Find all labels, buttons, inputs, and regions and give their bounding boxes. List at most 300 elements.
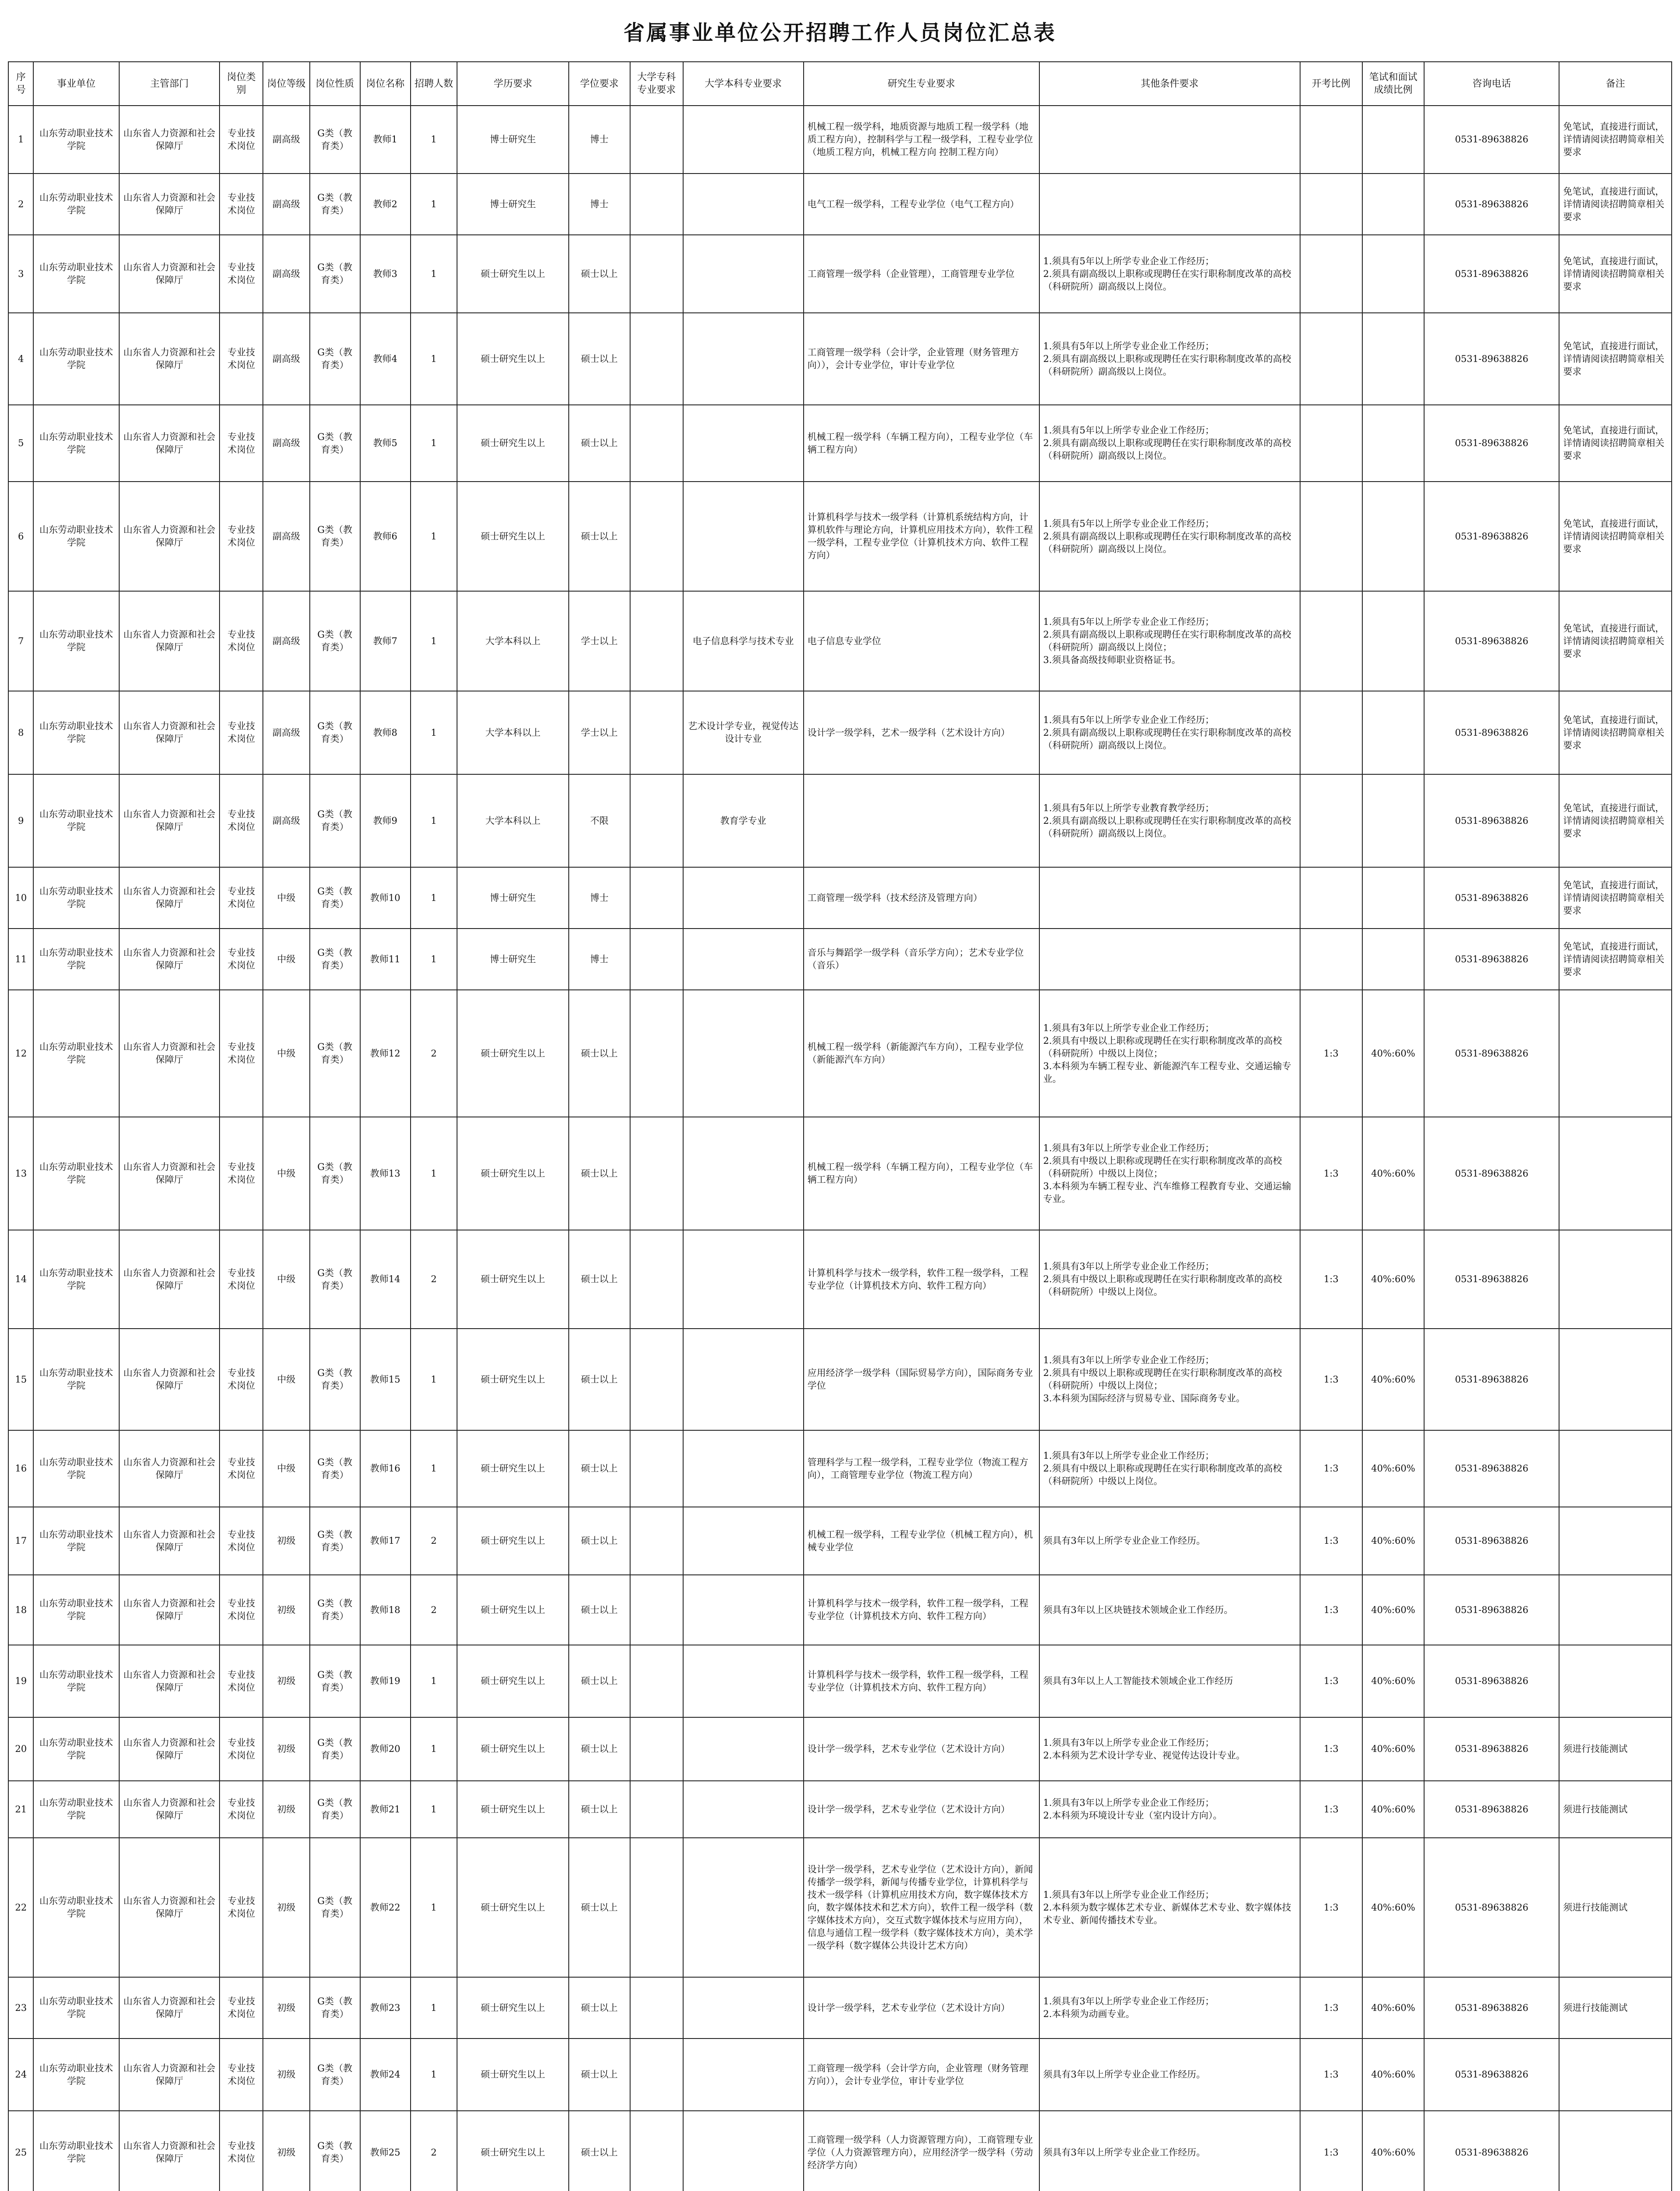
table-cell: 1 xyxy=(411,691,457,774)
table-cell: 山东劳动职业技术学院 xyxy=(33,1117,119,1230)
table-cell: 山东省人力资源和社会保障厅 xyxy=(119,1977,220,2039)
table-cell xyxy=(1559,2111,1672,2191)
table-cell: 副高级 xyxy=(263,106,310,174)
column-header: 事业单位 xyxy=(33,62,119,106)
table-cell: 1 xyxy=(411,174,457,235)
table-cell: 40%:60% xyxy=(1362,1507,1425,1575)
table-cell: 机械工程一级学科（车辆工程方向），工程专业学位（车辆工程方向） xyxy=(804,405,1039,482)
table-cell: 免笔试，直接进行面试，详情请阅读招聘简章相关要求 xyxy=(1559,405,1672,482)
table-cell: 须具有3年以上所学专业企业工作经历。 xyxy=(1039,2111,1300,2191)
table-cell: 1:3 xyxy=(1300,1507,1362,1575)
table-cell xyxy=(1300,482,1362,591)
table-cell: 40%:60% xyxy=(1362,1838,1425,1977)
table-cell: 1.须具有3年以上所学专业企业工作经历； 2.本科须为环境设计专业（室内设计方向）。 xyxy=(1039,1781,1300,1838)
table-cell: 山东省人力资源和社会保障厅 xyxy=(119,1838,220,1977)
table-cell: 中级 xyxy=(263,929,310,990)
table-cell: 山东省人力资源和社会保障厅 xyxy=(119,235,220,313)
table-cell: 电子信息科学与技术专业 xyxy=(683,591,804,691)
table-cell: 硕士研究生以上 xyxy=(457,1717,569,1781)
table-cell xyxy=(1559,1645,1672,1717)
table-cell: 0531-89638826 xyxy=(1424,1329,1559,1430)
table-cell: 音乐与舞蹈学一级学科（音乐学方向）；艺术专业学位（音乐） xyxy=(804,929,1039,990)
table-cell: 0531-89638826 xyxy=(1424,235,1559,313)
table-cell: G类（教育类） xyxy=(310,405,360,482)
table-cell: 硕士研究生以上 xyxy=(457,2039,569,2111)
table-cell: 教师4 xyxy=(360,313,411,405)
table-cell: 电气工程一级学科，工程专业学位（电气工程方向） xyxy=(804,174,1039,235)
column-header: 岗位性质 xyxy=(310,62,360,106)
table-cell xyxy=(1362,591,1425,691)
table-cell xyxy=(683,867,804,929)
table-cell: 1 xyxy=(411,929,457,990)
table-cell xyxy=(1300,106,1362,174)
table-cell: 计算机科学与技术一级学科，软件工程一级学科，工程专业学位（计算机技术方向、软件工程方向） xyxy=(804,1645,1039,1717)
table-cell: 教师9 xyxy=(360,774,411,867)
table-cell: 硕士研究生以上 xyxy=(457,1430,569,1507)
table-cell: 1 xyxy=(411,1117,457,1230)
table-cell: 专业技术岗位 xyxy=(220,1329,263,1430)
table-cell: 10 xyxy=(8,867,33,929)
table-cell xyxy=(630,1117,683,1230)
table-cell: 专业技术岗位 xyxy=(220,1838,263,1977)
table-cell: 21 xyxy=(8,1781,33,1838)
table-cell: 山东劳动职业技术学院 xyxy=(33,482,119,591)
table-row xyxy=(8,1230,1672,1329)
table-cell: 山东省人力资源和社会保障厅 xyxy=(119,1507,220,1575)
table-cell: 硕士研究生以上 xyxy=(457,405,569,482)
table-cell: 山东省人力资源和社会保障厅 xyxy=(119,1230,220,1329)
table-cell: 硕士研究生以上 xyxy=(457,1838,569,1977)
table-cell: 初级 xyxy=(263,1781,310,1838)
table-cell xyxy=(683,1977,804,2039)
table-cell: 40%:60% xyxy=(1362,2039,1425,2111)
table-row xyxy=(8,1977,1672,2039)
table-cell: 硕士研究生以上 xyxy=(457,1507,569,1575)
table-cell xyxy=(630,1329,683,1430)
table-cell: 设计学一级学科，艺术专业学位（艺术设计方向） xyxy=(804,1977,1039,2039)
table-cell: 专业技术岗位 xyxy=(220,1575,263,1645)
table-cell: 1 xyxy=(411,867,457,929)
table-cell: 40%:60% xyxy=(1362,1329,1425,1430)
table-cell: 7 xyxy=(8,591,33,691)
table-cell: 硕士以上 xyxy=(569,482,630,591)
table-cell: 2 xyxy=(8,174,33,235)
table-cell: 2 xyxy=(411,2111,457,2191)
table-cell: 工商管理一级学科（人力资源管理方向），工商管理专业学位（人力资源管理方向），应用经济学一级学科（劳动经济学方向） xyxy=(804,2111,1039,2191)
table-cell: 免笔试，直接进行面试，详情请阅读招聘简章相关要求 xyxy=(1559,591,1672,691)
table-cell: 专业技术岗位 xyxy=(220,867,263,929)
table-cell: 山东省人力资源和社会保障厅 xyxy=(119,1645,220,1717)
table-cell: 0531-89638826 xyxy=(1424,591,1559,691)
table-cell xyxy=(1559,1117,1672,1230)
table-cell xyxy=(683,405,804,482)
table-cell: 山东劳动职业技术学院 xyxy=(33,106,119,174)
table-cell xyxy=(683,1838,804,1977)
table-cell: G类（教育类） xyxy=(310,691,360,774)
table-cell xyxy=(630,2039,683,2111)
table-cell: 硕士以上 xyxy=(569,1230,630,1329)
table-cell: 专业技术岗位 xyxy=(220,774,263,867)
table-cell: 教师17 xyxy=(360,1507,411,1575)
table-cell: 12 xyxy=(8,990,33,1117)
table-cell: 6 xyxy=(8,482,33,591)
table-cell: 1:3 xyxy=(1300,1781,1362,1838)
table-cell xyxy=(1362,106,1425,174)
table-cell: 0531-89638826 xyxy=(1424,990,1559,1117)
table-cell: 工商管理一级学科（技术经济及管理方向） xyxy=(804,867,1039,929)
table-cell: 1 xyxy=(411,235,457,313)
table-row xyxy=(8,990,1672,1117)
table-cell: 山东省人力资源和社会保障厅 xyxy=(119,1329,220,1430)
table-cell xyxy=(630,106,683,174)
table-cell xyxy=(1362,235,1425,313)
table-cell: 硕士以上 xyxy=(569,235,630,313)
table-cell: 须进行技能测试 xyxy=(1559,1781,1672,1838)
table-cell xyxy=(1362,774,1425,867)
table-cell: 山东劳动职业技术学院 xyxy=(33,1645,119,1717)
table-cell xyxy=(1039,106,1300,174)
table-cell: 免笔试，直接进行面试，详情请阅读招聘简章相关要求 xyxy=(1559,235,1672,313)
table-row xyxy=(8,1717,1672,1781)
table-cell xyxy=(1559,990,1672,1117)
table-cell: 1:3 xyxy=(1300,1977,1362,2039)
table-cell xyxy=(683,174,804,235)
table-cell: 电子信息专业学位 xyxy=(804,591,1039,691)
table-cell: 硕士以上 xyxy=(569,1977,630,2039)
table-cell: 大学本科以上 xyxy=(457,591,569,691)
table-cell xyxy=(683,2039,804,2111)
table-cell: 须具有3年以上所学专业企业工作经历。 xyxy=(1039,1507,1300,1575)
table-cell: 教师12 xyxy=(360,990,411,1117)
table-cell: 40%:60% xyxy=(1362,2111,1425,2191)
recruitment-table-container xyxy=(8,61,1672,2191)
table-cell: 教师2 xyxy=(360,174,411,235)
table-cell: 山东劳动职业技术学院 xyxy=(33,691,119,774)
column-header: 笔试和面试成绩比例 xyxy=(1362,62,1425,106)
table-cell xyxy=(630,774,683,867)
column-header: 开考比例 xyxy=(1300,62,1362,106)
table-cell: 专业技术岗位 xyxy=(220,1230,263,1329)
table-cell: 山东省人力资源和社会保障厅 xyxy=(119,405,220,482)
table-cell: 副高级 xyxy=(263,405,310,482)
table-cell: 24 xyxy=(8,2039,33,2111)
table-row xyxy=(8,929,1672,990)
table-cell xyxy=(630,867,683,929)
table-cell: 大学本科以上 xyxy=(457,774,569,867)
table-cell xyxy=(683,1507,804,1575)
table-row xyxy=(8,174,1672,235)
table-cell xyxy=(683,235,804,313)
table-cell: 1 xyxy=(411,591,457,691)
column-header: 主管部门 xyxy=(119,62,220,106)
table-cell xyxy=(630,2111,683,2191)
table-cell: 1.须具有3年以上所学专业企业工作经历； 2.本科须为动画专业。 xyxy=(1039,1977,1300,2039)
table-header-row xyxy=(8,62,1672,106)
table-cell: 山东省人力资源和社会保障厅 xyxy=(119,2039,220,2111)
table-cell: 初级 xyxy=(263,2111,310,2191)
table-cell: 1:3 xyxy=(1300,1430,1362,1507)
table-cell: 免笔试，直接进行面试，详情请阅读招聘简章相关要求 xyxy=(1559,174,1672,235)
table-cell: 5 xyxy=(8,405,33,482)
table-cell xyxy=(630,405,683,482)
table-cell: 中级 xyxy=(263,1329,310,1430)
table-cell: 须具有3年以上人工智能技术领域企业工作经历 xyxy=(1039,1645,1300,1717)
table-cell xyxy=(1559,1575,1672,1645)
table-cell: 山东劳动职业技术学院 xyxy=(33,1507,119,1575)
table-cell: G类（教育类） xyxy=(310,929,360,990)
table-cell: 山东省人力资源和社会保障厅 xyxy=(119,174,220,235)
table-cell: 22 xyxy=(8,1838,33,1977)
table-cell: 1 xyxy=(411,2039,457,2111)
table-cell: 40%:60% xyxy=(1362,1575,1425,1645)
table-cell: 免笔试，直接进行面试，详情请阅读招聘简章相关要求 xyxy=(1559,867,1672,929)
table-cell: 教师5 xyxy=(360,405,411,482)
table-cell: 硕士研究生以上 xyxy=(457,482,569,591)
table-cell: 教师13 xyxy=(360,1117,411,1230)
table-cell: 硕士以上 xyxy=(569,1507,630,1575)
table-cell: 硕士以上 xyxy=(569,990,630,1117)
table-cell xyxy=(1362,867,1425,929)
table-cell: 专业技术岗位 xyxy=(220,929,263,990)
table-cell: 1 xyxy=(411,1781,457,1838)
table-row xyxy=(8,1430,1672,1507)
table-cell: 硕士研究生以上 xyxy=(457,1977,569,2039)
table-cell: 专业技术岗位 xyxy=(220,106,263,174)
table-row xyxy=(8,482,1672,591)
table-cell: 须具有3年以上区块链技术领域企业工作经历。 xyxy=(1039,1575,1300,1645)
table-cell: 初级 xyxy=(263,1717,310,1781)
table-cell: 专业技术岗位 xyxy=(220,990,263,1117)
table-cell: 须进行技能测试 xyxy=(1559,1838,1672,1977)
table-cell: 初级 xyxy=(263,1645,310,1717)
table-cell: 博士研究生 xyxy=(457,929,569,990)
table-cell: 1.须具有5年以上所学专业企业工作经历； 2.须具有副高级以上职称或现聘任在实行职称制度改革的高校（科研院所）副高级以上岗位。 xyxy=(1039,313,1300,405)
table-cell: 专业技术岗位 xyxy=(220,174,263,235)
table-cell: 0531-89638826 xyxy=(1424,1575,1559,1645)
table-cell xyxy=(1362,405,1425,482)
table-cell: 博士 xyxy=(569,106,630,174)
table-cell: 2 xyxy=(411,990,457,1117)
table-cell: 副高级 xyxy=(263,174,310,235)
table-cell: 初级 xyxy=(263,1838,310,1977)
table-cell: 0531-89638826 xyxy=(1424,1977,1559,2039)
table-cell: 博士 xyxy=(569,174,630,235)
table-cell: 1:3 xyxy=(1300,1230,1362,1329)
table-cell: 山东省人力资源和社会保障厅 xyxy=(119,1717,220,1781)
table-cell: 1 xyxy=(411,1838,457,1977)
table-row xyxy=(8,774,1672,867)
table-cell: 山东劳动职业技术学院 xyxy=(33,1430,119,1507)
table-cell: 山东省人力资源和社会保障厅 xyxy=(119,774,220,867)
table-cell: G类（教育类） xyxy=(310,774,360,867)
table-cell: 硕士研究生以上 xyxy=(457,2111,569,2191)
table-cell: 18 xyxy=(8,1575,33,1645)
table-cell: 博士 xyxy=(569,867,630,929)
table-cell: 山东省人力资源和社会保障厅 xyxy=(119,1781,220,1838)
column-header: 序号 xyxy=(8,62,33,106)
table-cell: 山东劳动职业技术学院 xyxy=(33,867,119,929)
table-cell: 硕士以上 xyxy=(569,1838,630,1977)
table-cell: 0531-89638826 xyxy=(1424,174,1559,235)
table-cell: 17 xyxy=(8,1507,33,1575)
column-header: 岗位类别 xyxy=(220,62,263,106)
table-cell: 1.须具有3年以上所学专业企业工作经历； 2.本科须为数字媒体艺术专业、新媒体艺术专业、数字媒体技术专业、新闻传播技术专业。 xyxy=(1039,1838,1300,1977)
table-cell: G类（教育类） xyxy=(310,482,360,591)
table-cell: 应用经济学一级学科（国际贸易学方向），国际商务专业学位 xyxy=(804,1329,1039,1430)
column-header: 大学专科专业要求 xyxy=(630,62,683,106)
table-cell: 教师22 xyxy=(360,1838,411,1977)
table-cell: 0531-89638826 xyxy=(1424,1717,1559,1781)
table-cell: 艺术设计学专业，视觉传达设计专业 xyxy=(683,691,804,774)
table-cell xyxy=(630,235,683,313)
table-cell: 硕士研究生以上 xyxy=(457,1645,569,1717)
table-cell: 0531-89638826 xyxy=(1424,867,1559,929)
table-cell: 0531-89638826 xyxy=(1424,1781,1559,1838)
table-row xyxy=(8,1507,1672,1575)
table-cell: 1 xyxy=(8,106,33,174)
table-cell: 须具有3年以上所学专业企业工作经历。 xyxy=(1039,2039,1300,2111)
table-cell: 山东劳动职业技术学院 xyxy=(33,1977,119,2039)
table-cell: 不限 xyxy=(569,774,630,867)
table-cell: 计算机科学与技术一级学科，软件工程一级学科，工程专业学位（计算机技术方向、软件工程方向） xyxy=(804,1575,1039,1645)
table-cell: 15 xyxy=(8,1329,33,1430)
table-cell: 16 xyxy=(8,1430,33,1507)
table-cell: 1 xyxy=(411,1430,457,1507)
table-cell xyxy=(630,1575,683,1645)
table-cell: 专业技术岗位 xyxy=(220,1645,263,1717)
table-cell: 山东劳动职业技术学院 xyxy=(33,1838,119,1977)
table-cell: 硕士以上 xyxy=(569,1645,630,1717)
table-cell: 1:3 xyxy=(1300,2039,1362,2111)
table-cell: 教师24 xyxy=(360,2039,411,2111)
table-cell: 教师25 xyxy=(360,2111,411,2191)
table-cell: 硕士研究生以上 xyxy=(457,1781,569,1838)
table-cell: 须进行技能测试 xyxy=(1559,1977,1672,2039)
table-cell xyxy=(630,313,683,405)
table-cell: 免笔试，直接进行面试，详情请阅读招聘简章相关要求 xyxy=(1559,774,1672,867)
table-cell: 专业技术岗位 xyxy=(220,313,263,405)
table-cell xyxy=(630,1717,683,1781)
table-cell: 教师11 xyxy=(360,929,411,990)
table-cell: 专业技术岗位 xyxy=(220,1430,263,1507)
table-cell: 1 xyxy=(411,106,457,174)
table-cell: 23 xyxy=(8,1977,33,2039)
table-cell xyxy=(630,1645,683,1717)
table-cell: 山东省人力资源和社会保障厅 xyxy=(119,691,220,774)
table-cell: 免笔试，直接进行面试，详情请阅读招聘简章相关要求 xyxy=(1559,106,1672,174)
table-cell: 初级 xyxy=(263,1507,310,1575)
table-cell: 教师8 xyxy=(360,691,411,774)
table-cell: 专业技术岗位 xyxy=(220,235,263,313)
table-cell xyxy=(630,1430,683,1507)
column-header: 学位要求 xyxy=(569,62,630,106)
table-cell: 硕士研究生以上 xyxy=(457,1329,569,1430)
table-cell: 0531-89638826 xyxy=(1424,1645,1559,1717)
table-cell: 40%:60% xyxy=(1362,1977,1425,2039)
table-cell: 20 xyxy=(8,1717,33,1781)
table-cell: 教师16 xyxy=(360,1430,411,1507)
table-cell: 硕士以上 xyxy=(569,1329,630,1430)
table-cell xyxy=(1039,867,1300,929)
table-cell: 0531-89638826 xyxy=(1424,1430,1559,1507)
table-row xyxy=(8,106,1672,174)
table-cell: 40%:60% xyxy=(1362,1781,1425,1838)
table-cell: G类（教育类） xyxy=(310,1838,360,1977)
table-cell: 博士研究生 xyxy=(457,867,569,929)
table-cell: 专业技术岗位 xyxy=(220,405,263,482)
table-cell: 副高级 xyxy=(263,591,310,691)
table-cell: 须进行技能测试 xyxy=(1559,1717,1672,1781)
table-cell xyxy=(1300,774,1362,867)
table-cell: 硕士以上 xyxy=(569,1781,630,1838)
table-body xyxy=(8,106,1672,2191)
table-cell: 教师3 xyxy=(360,235,411,313)
table-cell: 学士以上 xyxy=(569,591,630,691)
table-cell: 0531-89638826 xyxy=(1424,1117,1559,1230)
table-cell: 硕士以上 xyxy=(569,2039,630,2111)
table-cell: 0531-89638826 xyxy=(1424,774,1559,867)
table-cell: G类（教育类） xyxy=(310,1575,360,1645)
table-cell: 管理科学与工程一级学科，工程专业学位（物流工程方向），工商管理专业学位（物流工程方向） xyxy=(804,1430,1039,1507)
table-cell xyxy=(630,591,683,691)
table-cell: 1 xyxy=(411,482,457,591)
table-cell: 1:3 xyxy=(1300,990,1362,1117)
table-cell: 1:3 xyxy=(1300,1645,1362,1717)
table-cell: 专业技术岗位 xyxy=(220,482,263,591)
table-cell: 初级 xyxy=(263,1575,310,1645)
table-cell: 2 xyxy=(411,1575,457,1645)
table-cell: 1.须具有3年以上所学专业企业工作经历； 2.须具有中级以上职称或现聘任在实行职称制度改革的高校（科研院所）中级以上岗位。 xyxy=(1039,1230,1300,1329)
table-cell xyxy=(630,1230,683,1329)
table-cell xyxy=(630,691,683,774)
table-cell xyxy=(1300,591,1362,691)
table-cell: 1 xyxy=(411,405,457,482)
table-cell: 教师10 xyxy=(360,867,411,929)
table-row xyxy=(8,313,1672,405)
table-cell xyxy=(683,1117,804,1230)
table-cell xyxy=(683,990,804,1117)
table-cell: 1.须具有5年以上所学专业企业工作经历； 2.须具有副高级以上职称或现聘任在实行职称制度改革的高校（科研院所）副高级以上岗位。 xyxy=(1039,235,1300,313)
table-cell: G类（教育类） xyxy=(310,1781,360,1838)
table-cell: 山东省人力资源和社会保障厅 xyxy=(119,482,220,591)
table-cell: 25 xyxy=(8,2111,33,2191)
table-cell: 山东劳动职业技术学院 xyxy=(33,235,119,313)
table-cell: 教师20 xyxy=(360,1717,411,1781)
table-row xyxy=(8,235,1672,313)
table-cell: 中级 xyxy=(263,1230,310,1329)
table-cell: 博士研究生 xyxy=(457,174,569,235)
page-title: 省属事业单位公开招聘工作人员岗位汇总表 xyxy=(623,20,1056,45)
table-cell xyxy=(630,482,683,591)
table-cell: 免笔试，直接进行面试，详情请阅读招聘简章相关要求 xyxy=(1559,691,1672,774)
table-cell: 山东省人力资源和社会保障厅 xyxy=(119,1430,220,1507)
table-cell: 专业技术岗位 xyxy=(220,1117,263,1230)
table-cell: 山东劳动职业技术学院 xyxy=(33,591,119,691)
table-cell xyxy=(683,313,804,405)
table-cell: 山东劳动职业技术学院 xyxy=(33,174,119,235)
table-cell: G类（教育类） xyxy=(310,1717,360,1781)
table-cell: 设计学一级学科，艺术一级学科（艺术设计方向） xyxy=(804,691,1039,774)
table-cell: 0531-89638826 xyxy=(1424,313,1559,405)
table-cell: 1 xyxy=(411,1717,457,1781)
table-row xyxy=(8,591,1672,691)
table-cell xyxy=(1362,313,1425,405)
table-cell: 山东省人力资源和社会保障厅 xyxy=(119,929,220,990)
table-cell: 1.须具有5年以上所学专业企业工作经历； 2.须具有副高级以上职称或现聘任在实行职称制度改革的高校（科研院所）副高级以上岗位； 3.须具备高级技师职业资格证书。 xyxy=(1039,591,1300,691)
column-header: 学历要求 xyxy=(457,62,569,106)
table-cell: G类（教育类） xyxy=(310,174,360,235)
table-cell: 硕士以上 xyxy=(569,1575,630,1645)
